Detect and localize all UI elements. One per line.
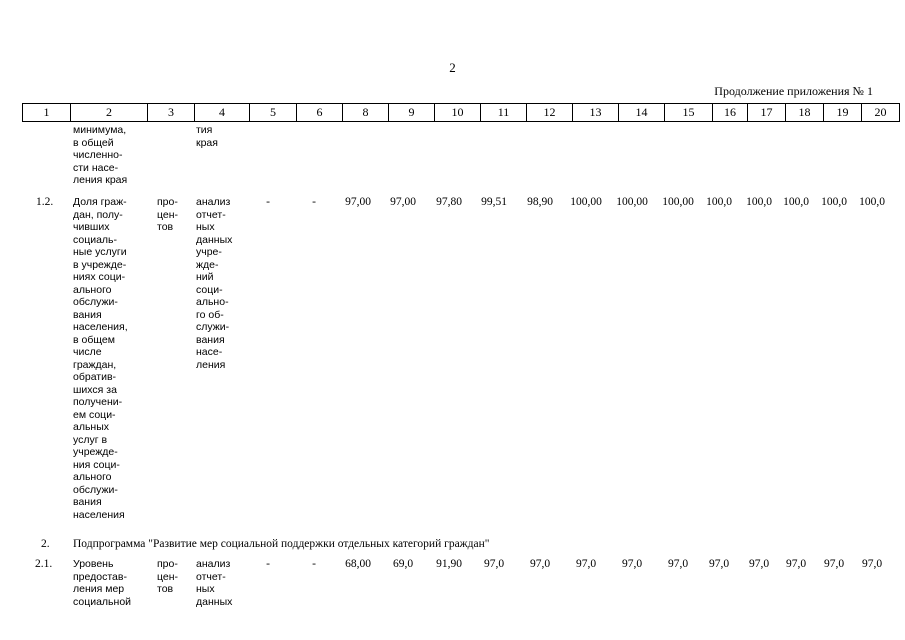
indicator-name-cont: минимума, в общей численно- сти насе- ления края [73,124,128,186]
data-source: анализ отчет- ных данных [196,558,233,608]
value-cell: 97,0 [529,558,551,570]
value-cell: 100,00 [570,196,602,208]
value-cell: 98,90 [527,196,553,208]
value-cell: - [266,196,270,208]
data-source: анализ отчет- ных данных учре- жде- ний соци- ально- го об- служи- вания насе- ления [196,196,233,371]
unit: про- цен- тов [157,558,179,595]
col-header: 5 [250,104,297,122]
value-cell: 97,0 [861,558,883,570]
col-header: 6 [297,104,343,122]
col-header: 13 [573,104,619,122]
col-header: 12 [527,104,573,122]
page-number: 2 [449,60,456,75]
value-cell: 99,51 [481,196,507,208]
col-header: 9 [389,104,435,122]
row-number: 1.2. [36,196,54,208]
col-header: 8 [343,104,389,122]
value-cell: - [312,196,316,208]
unit: про- цен- тов [157,196,179,233]
subprogram-title: Подпрограмма "Развитие мер социальной поддержки отдельных категорий граждан" [73,538,490,550]
value-cell: 100,0 [706,196,732,208]
col-header: 11 [481,104,527,122]
value-cell: 97,80 [436,196,462,208]
col-header: 2 [71,104,148,122]
value-cell: 68,00 [345,558,371,570]
source-cont: тия края [196,124,218,149]
value-cell: 97,0 [621,558,643,570]
col-header: 16 [713,104,748,122]
col-header: 3 [148,104,195,122]
value-cell: - [266,558,270,570]
value-cell: 97,0 [785,558,807,570]
row-number: 2.1. [35,558,53,570]
value-cell: 100,0 [859,196,885,208]
value-cell: 97,0 [483,558,505,570]
value-cell: - [312,558,316,570]
value-cell: 97,0 [667,558,689,570]
value-cell: 97,0 [708,558,730,570]
value-cell: 100,00 [662,196,694,208]
indicator-name: Доля граж- дан, полу- чивших социаль- ные услуги в учрежде- ниях соци- ального обслужи- вания населения, в общем числе граждан, обратив- шихся за получени- ем соци- альных услуг в учрежде- ния соци- ального обслужи- вания населения [73,196,128,521]
value-cell: 69,0 [392,558,414,570]
value-cell: 97,0 [748,558,770,570]
col-header: 10 [435,104,481,122]
col-header: 17 [748,104,786,122]
col-header: 19 [824,104,862,122]
value-cell: 97,0 [823,558,845,570]
value-cell: 100,0 [821,196,847,208]
value-cell: 97,00 [390,196,416,208]
value-cell: 91,90 [436,558,462,570]
col-header: 4 [195,104,250,122]
value-cell: 97,0 [575,558,597,570]
col-header: 14 [619,104,665,122]
col-header: 18 [786,104,824,122]
section-number: 2. [41,538,50,550]
value-cell: 97,00 [345,196,371,208]
col-header: 15 [665,104,713,122]
value-cell: 100,00 [616,196,648,208]
continuation-label: Продолжение приложения № 1 [714,84,873,98]
indicator-name: Уровень предостав- ления мер социальной [73,558,132,608]
col-header: 20 [862,104,900,122]
column-header-row [22,103,900,122]
col-header: 1 [23,104,71,122]
value-cell: 100,0 [746,196,772,208]
value-cell: 100,0 [783,196,809,208]
